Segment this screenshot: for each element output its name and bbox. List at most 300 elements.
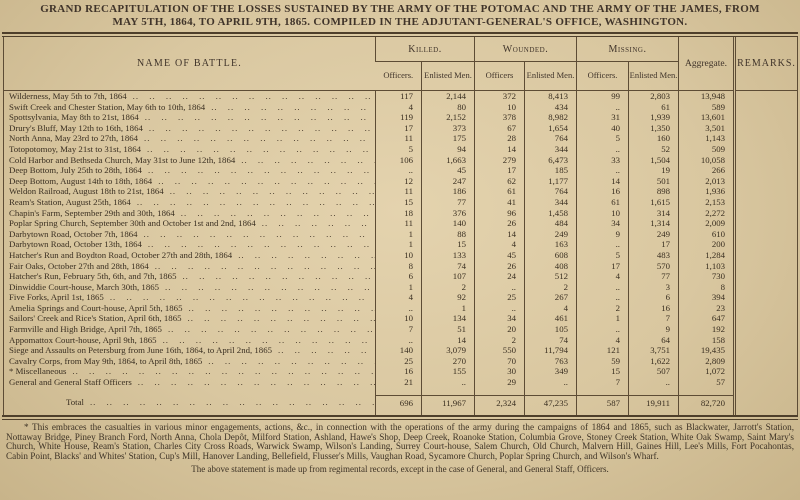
battle-name: Amelia Springs and Court-house, April 5th, 1865 bbox=[9, 302, 183, 313]
remarks-cell bbox=[735, 197, 798, 208]
casualty-value: 20 bbox=[475, 324, 525, 335]
battle-name-cell bbox=[4, 239, 376, 250]
dot-leader bbox=[138, 229, 375, 240]
casualty-value: 59 bbox=[577, 356, 629, 367]
dot-leader bbox=[104, 292, 375, 303]
title-line-1: GRAND RECAPITULATION OF THE LOSSES SUSTAINED BY THE ARMY OF THE POTOMAC AND THE ARMY OF THE JAMES, FROM bbox=[40, 3, 760, 15]
subheader-wounded-officers: Officers bbox=[475, 62, 525, 91]
casualty-value: 175 bbox=[422, 133, 475, 144]
casualty-value: 550 bbox=[475, 345, 525, 356]
spacer-cell bbox=[679, 388, 735, 396]
battle-name: Cold Harbor and Bethseda Church, May 31st to June 12th, 1864 bbox=[9, 154, 236, 165]
casualty-value: 2,153 bbox=[679, 197, 735, 208]
casualty-value: 14 bbox=[422, 335, 475, 346]
casualty-value: 6 bbox=[376, 271, 422, 282]
casualty-value: 2,803 bbox=[629, 91, 679, 102]
dot-leader bbox=[162, 324, 375, 335]
battle-name: General and General Staff Officers bbox=[9, 377, 132, 388]
casualty-value: 52 bbox=[629, 144, 679, 155]
casualty-value: 270 bbox=[422, 356, 475, 367]
spacer-cell bbox=[376, 388, 422, 396]
casualty-value: 61 bbox=[577, 197, 629, 208]
table-row bbox=[4, 123, 798, 134]
casualty-value: 19 bbox=[629, 165, 679, 176]
battle-name-line bbox=[9, 239, 375, 250]
bottom-double-rule bbox=[2, 415, 798, 420]
casualty-value: 501 bbox=[629, 176, 679, 187]
casualty-value: 67 bbox=[475, 123, 525, 134]
battle-name: Deep Bottom, August 14th to 18th, 1864 bbox=[9, 175, 153, 186]
battle-name-cell bbox=[4, 218, 376, 229]
casualty-value: 30 bbox=[475, 366, 525, 377]
total-value: 11,967 bbox=[422, 395, 475, 411]
battle-name-line bbox=[9, 271, 375, 282]
casualty-value: 17 bbox=[577, 261, 629, 272]
battle-name-cell bbox=[4, 144, 376, 155]
battle-name-line bbox=[9, 366, 375, 377]
remarks-cell bbox=[735, 186, 798, 197]
casualty-value: 1,072 bbox=[679, 366, 735, 377]
casualty-value: 344 bbox=[525, 197, 577, 208]
battle-name-cell bbox=[4, 303, 376, 314]
casualty-value: 2 bbox=[475, 335, 525, 346]
total-value: 19,911 bbox=[629, 395, 679, 411]
battle-name-line bbox=[9, 324, 375, 335]
table-row bbox=[4, 176, 798, 187]
battle-name-cell bbox=[4, 356, 376, 367]
column-header-remarks: REMARKS. bbox=[735, 37, 798, 91]
casualty-value: .. bbox=[577, 144, 629, 155]
casualty-value: 4 bbox=[525, 303, 577, 314]
dot-leader bbox=[152, 176, 375, 187]
remarks-cell bbox=[735, 123, 798, 134]
casualty-value: 96 bbox=[475, 208, 525, 219]
table-row bbox=[4, 197, 798, 208]
casualty-value: 267 bbox=[525, 292, 577, 303]
casualty-value: 2,152 bbox=[422, 112, 475, 123]
casualty-value: 160 bbox=[629, 133, 679, 144]
spacer-cell bbox=[629, 388, 679, 396]
casualty-value: 133 bbox=[422, 250, 475, 261]
remarks-cell bbox=[735, 303, 798, 314]
casualty-value: 31 bbox=[577, 112, 629, 123]
remarks-cell bbox=[735, 366, 798, 377]
remarks-cell bbox=[735, 271, 798, 282]
casualty-value: .. bbox=[577, 165, 629, 176]
casualty-value: 5 bbox=[577, 133, 629, 144]
dot-leader bbox=[182, 303, 375, 314]
battle-name: Wilderness, May 5th to 7th, 1864 bbox=[9, 91, 127, 101]
dot-leader bbox=[157, 335, 375, 346]
battle-name-cell bbox=[4, 292, 376, 303]
dot-leader bbox=[272, 345, 375, 356]
casualty-value: .. bbox=[376, 165, 422, 176]
casualty-value: 570 bbox=[629, 261, 679, 272]
casualty-value: 16 bbox=[629, 303, 679, 314]
remarks-cell bbox=[735, 345, 798, 356]
table-row bbox=[4, 366, 798, 377]
battle-name-line bbox=[9, 356, 375, 367]
casualty-value: 378 bbox=[475, 112, 525, 123]
casualty-value: .. bbox=[577, 282, 629, 293]
battle-name: Deep Bottom, July 25th to 28th, 1864 bbox=[9, 165, 142, 176]
casualty-value: 608 bbox=[525, 250, 577, 261]
casualty-value: 394 bbox=[679, 292, 735, 303]
casualty-value: 17 bbox=[475, 165, 525, 176]
spacer-cell bbox=[4, 388, 376, 396]
casualty-value: 898 bbox=[629, 186, 679, 197]
casualty-value: 1,654 bbox=[525, 123, 577, 134]
casualty-value: 13,948 bbox=[679, 91, 735, 102]
column-header-aggregate: Aggregate. bbox=[679, 37, 735, 91]
battle-name: Spottsylvania, May 8th to 21st, 1864 bbox=[9, 112, 139, 123]
table-row bbox=[4, 335, 798, 346]
battle-name-cell bbox=[4, 313, 376, 324]
dot-leader bbox=[142, 239, 375, 250]
battle-name-line bbox=[9, 112, 375, 123]
battle-name-cell bbox=[4, 366, 376, 377]
casualty-value: 484 bbox=[525, 218, 577, 229]
casualty-value: 64 bbox=[629, 335, 679, 346]
casualty-value: 1,350 bbox=[629, 123, 679, 134]
closing-statement: The above statement is made up from regimental records, except in the case of General, and General Staff, Officers. bbox=[191, 464, 609, 475]
total-value: 82,720 bbox=[679, 395, 735, 411]
casualty-value: 1,314 bbox=[629, 218, 679, 229]
spacer-row bbox=[4, 388, 798, 396]
casualty-value: .. bbox=[577, 292, 629, 303]
casualty-value: 6,473 bbox=[525, 155, 577, 166]
losses-table bbox=[3, 37, 798, 415]
remarks-cell bbox=[735, 144, 798, 155]
casualty-value: 77 bbox=[629, 271, 679, 282]
battle-name-line bbox=[9, 186, 375, 197]
casualty-value: 1,936 bbox=[679, 186, 735, 197]
table-header bbox=[4, 37, 798, 91]
battle-name-cell bbox=[4, 123, 376, 134]
battle-name-cell bbox=[4, 176, 376, 187]
dot-leader bbox=[149, 261, 375, 272]
casualty-value: 25 bbox=[475, 292, 525, 303]
dot-leader bbox=[131, 197, 375, 208]
battle-name-line bbox=[9, 313, 375, 324]
battle-name: Cavalry Corps, from May 9th, 1864, to April 8th, 1865 bbox=[9, 355, 203, 366]
table-row bbox=[4, 239, 798, 250]
casualty-value: .. bbox=[525, 377, 577, 388]
table-row bbox=[4, 165, 798, 176]
remarks-cell bbox=[735, 377, 798, 388]
casualty-value: 3,501 bbox=[679, 123, 735, 134]
casualty-value: 249 bbox=[525, 229, 577, 240]
dot-leader bbox=[132, 377, 375, 388]
dot-leader bbox=[182, 313, 376, 324]
battle-name-line bbox=[9, 197, 375, 208]
battle-name-line bbox=[9, 292, 375, 303]
casualty-value: 610 bbox=[679, 229, 735, 240]
casualty-value: 34 bbox=[475, 313, 525, 324]
casualty-value: 41 bbox=[475, 197, 525, 208]
table-row bbox=[4, 271, 798, 282]
casualty-value: 62 bbox=[475, 176, 525, 187]
casualty-value: 16 bbox=[376, 366, 422, 377]
casualty-value: 4 bbox=[577, 335, 629, 346]
table-row bbox=[4, 112, 798, 123]
casualty-value: 26 bbox=[475, 261, 525, 272]
battle-name-line bbox=[9, 229, 375, 240]
casualty-value: 51 bbox=[422, 324, 475, 335]
dot-leader bbox=[84, 395, 375, 410]
casualty-value: 11 bbox=[376, 186, 422, 197]
battle-name-line bbox=[9, 282, 375, 293]
battle-name: * Miscellaneous bbox=[9, 366, 67, 377]
battle-name-line bbox=[9, 165, 375, 176]
battle-name-cell bbox=[4, 112, 376, 123]
total-value: 587 bbox=[577, 395, 629, 411]
casualty-value: 1,663 bbox=[422, 155, 475, 166]
battle-name-cell bbox=[4, 229, 376, 240]
spacer-cell bbox=[735, 388, 798, 396]
casualty-value: 764 bbox=[525, 186, 577, 197]
column-group-wounded: Wounded. bbox=[475, 37, 577, 62]
casualty-value: 2,272 bbox=[679, 208, 735, 219]
casualty-value: 730 bbox=[679, 271, 735, 282]
battle-name-line bbox=[9, 218, 375, 229]
casualty-value: .. bbox=[422, 377, 475, 388]
dot-leader bbox=[66, 366, 375, 377]
battle-name: Darbytown Road, October 13th, 1864 bbox=[9, 239, 142, 250]
casualty-value: 140 bbox=[422, 218, 475, 229]
casualty-value: 7 bbox=[577, 377, 629, 388]
casualty-value: 15 bbox=[577, 366, 629, 377]
battle-name-line bbox=[66, 395, 375, 410]
casualty-value: 17 bbox=[629, 239, 679, 250]
casualty-value: 10,058 bbox=[679, 155, 735, 166]
casualty-value: 247 bbox=[422, 176, 475, 187]
battle-name-line bbox=[9, 345, 375, 356]
casualty-value: 4 bbox=[376, 102, 422, 113]
remarks-cell bbox=[735, 395, 798, 411]
casualty-value: 1,177 bbox=[525, 176, 577, 187]
remarks-cell bbox=[735, 292, 798, 303]
casualty-value: 107 bbox=[422, 271, 475, 282]
dot-leader bbox=[159, 282, 375, 293]
battle-name: Hatcher's Run and Boydton Road, October 27th and 28th, 1864 bbox=[9, 249, 233, 260]
casualty-value: 11 bbox=[376, 218, 422, 229]
casualty-value: 2 bbox=[525, 282, 577, 293]
subheader-missing-officers: Officers. bbox=[577, 62, 629, 91]
casualty-value: 28 bbox=[475, 133, 525, 144]
table-row bbox=[4, 377, 798, 388]
casualty-value: 4 bbox=[577, 271, 629, 282]
dot-leader bbox=[235, 155, 375, 166]
dot-leader bbox=[176, 271, 375, 282]
casualty-value: 185 bbox=[525, 165, 577, 176]
casualty-value: 507 bbox=[629, 366, 679, 377]
casualty-value: 19,435 bbox=[679, 345, 735, 356]
battle-name: Ream's Station, August 25th, 1864 bbox=[9, 196, 131, 207]
table-row bbox=[4, 345, 798, 356]
column-group-killed: Killed. bbox=[376, 37, 475, 62]
battle-name: Sailors' Creek and Rice's Station, April 6th, 1865 bbox=[9, 313, 182, 324]
casualty-value: 40 bbox=[577, 123, 629, 134]
casualty-value: 34 bbox=[577, 218, 629, 229]
casualty-value: 434 bbox=[525, 102, 577, 113]
casualty-value: 57 bbox=[679, 377, 735, 388]
casualty-value: 249 bbox=[629, 229, 679, 240]
table-row bbox=[4, 186, 798, 197]
casualty-value: 11 bbox=[376, 133, 422, 144]
title-line-2: MAY 5TH, 1864, TO APRIL 9TH, 1865. COMPILED IN THE ADJUTANT-GENERAL'S OFFICE, WASHINGTON. bbox=[112, 16, 688, 28]
casualty-value: 74 bbox=[422, 261, 475, 272]
battle-name-line bbox=[9, 123, 375, 134]
table-row bbox=[4, 208, 798, 219]
casualty-value: 61 bbox=[629, 102, 679, 113]
battle-name-line bbox=[9, 133, 375, 144]
subheader-wounded-enlisted: Enlisted Men. bbox=[525, 62, 577, 91]
remarks-cell bbox=[735, 133, 798, 144]
dot-leader bbox=[139, 112, 375, 123]
battle-name-line bbox=[9, 176, 375, 187]
battle-name-cell bbox=[4, 133, 376, 144]
casualty-value: 647 bbox=[679, 313, 735, 324]
remarks-cell bbox=[735, 229, 798, 240]
casualty-value: 764 bbox=[525, 133, 577, 144]
table-row bbox=[4, 324, 798, 335]
casualty-value: .. bbox=[475, 303, 525, 314]
casualty-value: 12 bbox=[376, 176, 422, 187]
total-value: 47,235 bbox=[525, 395, 577, 411]
battle-name: Farmville and High Bridge, April 7th, 1865 bbox=[9, 324, 162, 335]
casualty-value: 26 bbox=[475, 218, 525, 229]
battle-name-line bbox=[9, 377, 375, 388]
battle-name-cell bbox=[4, 197, 376, 208]
dot-leader bbox=[142, 165, 375, 176]
casualty-value: 3,079 bbox=[422, 345, 475, 356]
casualty-value: 589 bbox=[679, 102, 735, 113]
remarks-cell bbox=[735, 250, 798, 261]
casualty-value: 279 bbox=[475, 155, 525, 166]
casualty-value: 1 bbox=[376, 229, 422, 240]
battle-name: Five Forks, April 1st, 1865 bbox=[9, 292, 104, 303]
dot-leader bbox=[205, 102, 375, 113]
remarks-cell bbox=[735, 335, 798, 346]
casualty-value: 10 bbox=[376, 250, 422, 261]
casualty-value: 10 bbox=[376, 313, 422, 324]
casualty-value: 344 bbox=[525, 144, 577, 155]
casualty-value: 134 bbox=[422, 313, 475, 324]
casualty-value: 763 bbox=[525, 356, 577, 367]
dot-leader bbox=[143, 123, 375, 134]
battle-name-cell bbox=[4, 282, 376, 293]
remarks-cell bbox=[735, 218, 798, 229]
casualty-value: 1,939 bbox=[629, 112, 679, 123]
battle-name-cell bbox=[4, 324, 376, 335]
table-row bbox=[4, 133, 798, 144]
remarks-cell bbox=[735, 155, 798, 166]
battle-name-cell bbox=[4, 335, 376, 346]
battle-name: Poplar Spring Church, September 30th and October 1st and 2nd, 1864 bbox=[9, 218, 256, 229]
battle-name-line bbox=[9, 91, 375, 102]
casualty-value: 121 bbox=[577, 345, 629, 356]
battle-name: North Anna, May 23rd to 27th, 1864 bbox=[9, 133, 139, 144]
table-row bbox=[4, 261, 798, 272]
dot-leader bbox=[138, 133, 375, 144]
casualty-value: 2,809 bbox=[679, 356, 735, 367]
casualty-value: 16 bbox=[577, 186, 629, 197]
dot-leader bbox=[127, 91, 375, 102]
casualty-value: 6 bbox=[629, 292, 679, 303]
casualty-value: 8,982 bbox=[525, 112, 577, 123]
battle-name: Dinwiddie Court-house, March 30th, 1865 bbox=[9, 281, 160, 292]
table-row bbox=[4, 313, 798, 324]
battle-name: Chapin's Farm, September 29th and 30th, 1864 bbox=[9, 207, 175, 218]
casualty-value: 9 bbox=[577, 229, 629, 240]
casualty-value: 5 bbox=[376, 144, 422, 155]
battle-name-line bbox=[9, 102, 375, 113]
casualty-value: 192 bbox=[679, 324, 735, 335]
total-value: 2,324 bbox=[475, 395, 525, 411]
casualty-value: 117 bbox=[376, 91, 422, 102]
remarks-cell bbox=[735, 165, 798, 176]
dot-leader bbox=[202, 356, 375, 367]
column-header-battle-name: NAME OF BATTLE. bbox=[4, 37, 376, 91]
casualty-value: 2 bbox=[577, 303, 629, 314]
casualty-value: 99 bbox=[577, 91, 629, 102]
casualty-value: 461 bbox=[525, 313, 577, 324]
casualty-value: 8 bbox=[679, 282, 735, 293]
remarks-cell bbox=[735, 112, 798, 123]
battle-name-line bbox=[9, 250, 375, 261]
battle-name: Swift Creek and Chester Station, May 6th to 10th, 1864 bbox=[9, 101, 206, 112]
battle-name: Total bbox=[66, 397, 84, 408]
spacer-cell bbox=[577, 388, 629, 396]
table-row bbox=[4, 282, 798, 293]
table-row bbox=[4, 292, 798, 303]
casualty-value: 13,601 bbox=[679, 112, 735, 123]
casualty-value: 15 bbox=[376, 197, 422, 208]
battle-name: Appomattox Court-house, April 9th, 1865 bbox=[9, 334, 157, 345]
column-group-missing: Missing. bbox=[577, 37, 679, 62]
casualty-value: 314 bbox=[629, 208, 679, 219]
casualty-value: 7 bbox=[629, 313, 679, 324]
casualty-value: 92 bbox=[422, 292, 475, 303]
casualty-value: 70 bbox=[475, 356, 525, 367]
casualty-value: 23 bbox=[679, 303, 735, 314]
casualty-value: 512 bbox=[525, 271, 577, 282]
remarks-cell bbox=[735, 324, 798, 335]
casualty-value: 106 bbox=[376, 155, 422, 166]
battle-name-line bbox=[9, 303, 375, 314]
casualty-value: 4 bbox=[376, 292, 422, 303]
casualty-value: 61 bbox=[475, 186, 525, 197]
remarks-cell bbox=[735, 176, 798, 187]
battle-name-cell bbox=[4, 208, 376, 219]
casualty-value: .. bbox=[376, 303, 422, 314]
casualty-value: 1,284 bbox=[679, 250, 735, 261]
table-row bbox=[4, 356, 798, 367]
footnote-text: * This embraces the casualties in various minor engagements, actions, &c., in connection with the operations of the army during the campaigns of 1864 and 1865, such as Blackwater, Jarrott's Station, Nottaway Bridge, Piney Branch Ford, North Anna, Chola Depôt, Milford Station, Ashland, Hawe's Shop, Deep Creek, Roanoke Station, Columbia Grove, Stoney Creek Station, White Oak Swamp, Saint Mary's Church, White House, Ream's Station, Charles City Cross Roads, Warwick Swamp, Wilson's Landing, Surrey Court-house, Salem Church, Old Church, Malvern Hill, Gaines Hill, Lee's Mills, Fort Pocahontas, Cabin Point, Blacks' and Whites' Station, Cup's Mill, Hanover Landing, Bellefield, Flusser's Mills, Vaughan Road, Sycamore Church, Poplar Spring Church, and Wilson's Wharf. bbox=[6, 421, 794, 462]
casualty-value: 372 bbox=[475, 91, 525, 102]
casualty-value: 8 bbox=[376, 261, 422, 272]
casualty-value: 119 bbox=[376, 112, 422, 123]
casualty-value: 1 bbox=[376, 282, 422, 293]
casualty-value: 140 bbox=[376, 345, 422, 356]
casualty-value: 186 bbox=[422, 186, 475, 197]
table-row bbox=[4, 250, 798, 261]
casualty-value: 105 bbox=[525, 324, 577, 335]
casualty-value: 18 bbox=[376, 208, 422, 219]
casualty-value: 80 bbox=[422, 102, 475, 113]
spacer-cell bbox=[422, 388, 475, 396]
